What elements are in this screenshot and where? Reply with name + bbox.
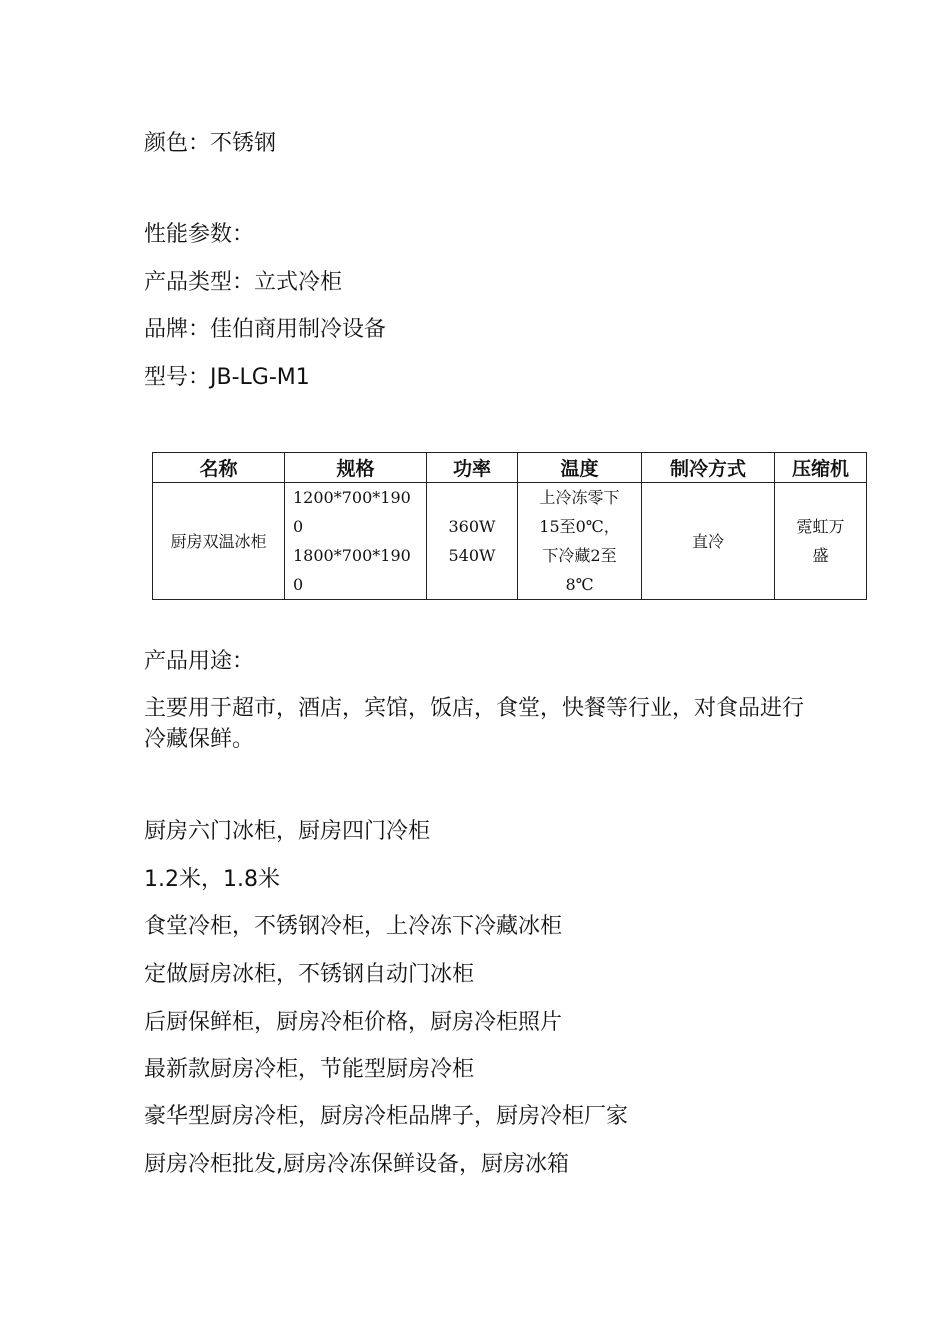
spec-line-4: 0 <box>293 575 304 594</box>
compressor-line-2: 盛 <box>812 546 829 565</box>
power-line-2: 540W <box>448 546 496 565</box>
cell-temperature <box>518 483 642 600</box>
header-spec: 规格 <box>285 453 427 483</box>
performance-heading: 性能参数： <box>144 222 255 247</box>
keyword-line-7: 豪华型厨房冷柜，厨房冷柜品牌子，厨房冷柜厂家 <box>144 1104 629 1129</box>
table-header-row <box>153 453 867 483</box>
power-line-1: 360W <box>448 517 496 536</box>
product-type-line: 产品类型：立式冷柜 <box>144 270 343 295</box>
keyword-line-2: 1.2米，1.8米 <box>144 867 280 892</box>
header-compressor: 压缩机 <box>775 453 867 483</box>
spec-line-2: 0 <box>293 517 304 536</box>
temp-line-4: 8℃ <box>565 575 594 594</box>
temp-line-1: 上冷冻零下 <box>539 488 620 507</box>
header-temperature: 温度 <box>518 453 642 483</box>
temp-line-3: 下冷藏2至 <box>542 546 617 565</box>
compressor-line-1: 霓虹万 <box>796 517 845 536</box>
usage-heading: 产品用途： <box>144 649 255 674</box>
usage-text: 主要用于超市，酒店，宾馆，饭店，食堂，快餐等行业，对食品进行冷藏保鲜。 <box>144 696 805 752</box>
cell-cooling-method: 直冷 <box>642 483 775 600</box>
keyword-line-3: 食堂冷柜，不锈钢冷柜，上冷冻下冷藏冰柜 <box>144 914 563 939</box>
cell-power <box>427 483 518 600</box>
spec-line-3: 1800*700*190 <box>293 546 411 565</box>
model-line: 型号：JB-LG-M1 <box>144 365 310 390</box>
header-power: 功率 <box>427 453 518 483</box>
keyword-line-5: 后厨保鲜柜，厨房冷柜价格，厨房冷柜照片 <box>144 1010 563 1035</box>
cell-compressor <box>775 483 867 600</box>
brand-line: 品牌：佳伯商用制冷设备 <box>144 317 387 342</box>
spec-table <box>152 452 867 600</box>
keyword-line-8: 厨房冷柜批发,厨房冷冻保鲜设备，厨房冰箱 <box>144 1152 569 1177</box>
temp-line-2: 15至0℃， <box>539 517 620 536</box>
color-line: 颜色：不锈钢 <box>144 131 277 156</box>
spec-line-1: 1200*700*190 <box>293 488 411 507</box>
header-name: 名称 <box>153 453 285 483</box>
keyword-line-6: 最新款厨房冷柜，节能型厨房冷柜 <box>144 1057 475 1082</box>
cell-spec <box>285 483 427 600</box>
keyword-line-4: 定做厨房冰柜，不锈钢自动门冰柜 <box>144 962 475 987</box>
keyword-line-1: 厨房六门冰柜，厨房四门冷柜 <box>144 819 431 844</box>
cell-name: 厨房双温冰柜 <box>153 483 285 600</box>
table-row <box>153 483 867 600</box>
header-cooling-method: 制冷方式 <box>642 453 775 483</box>
